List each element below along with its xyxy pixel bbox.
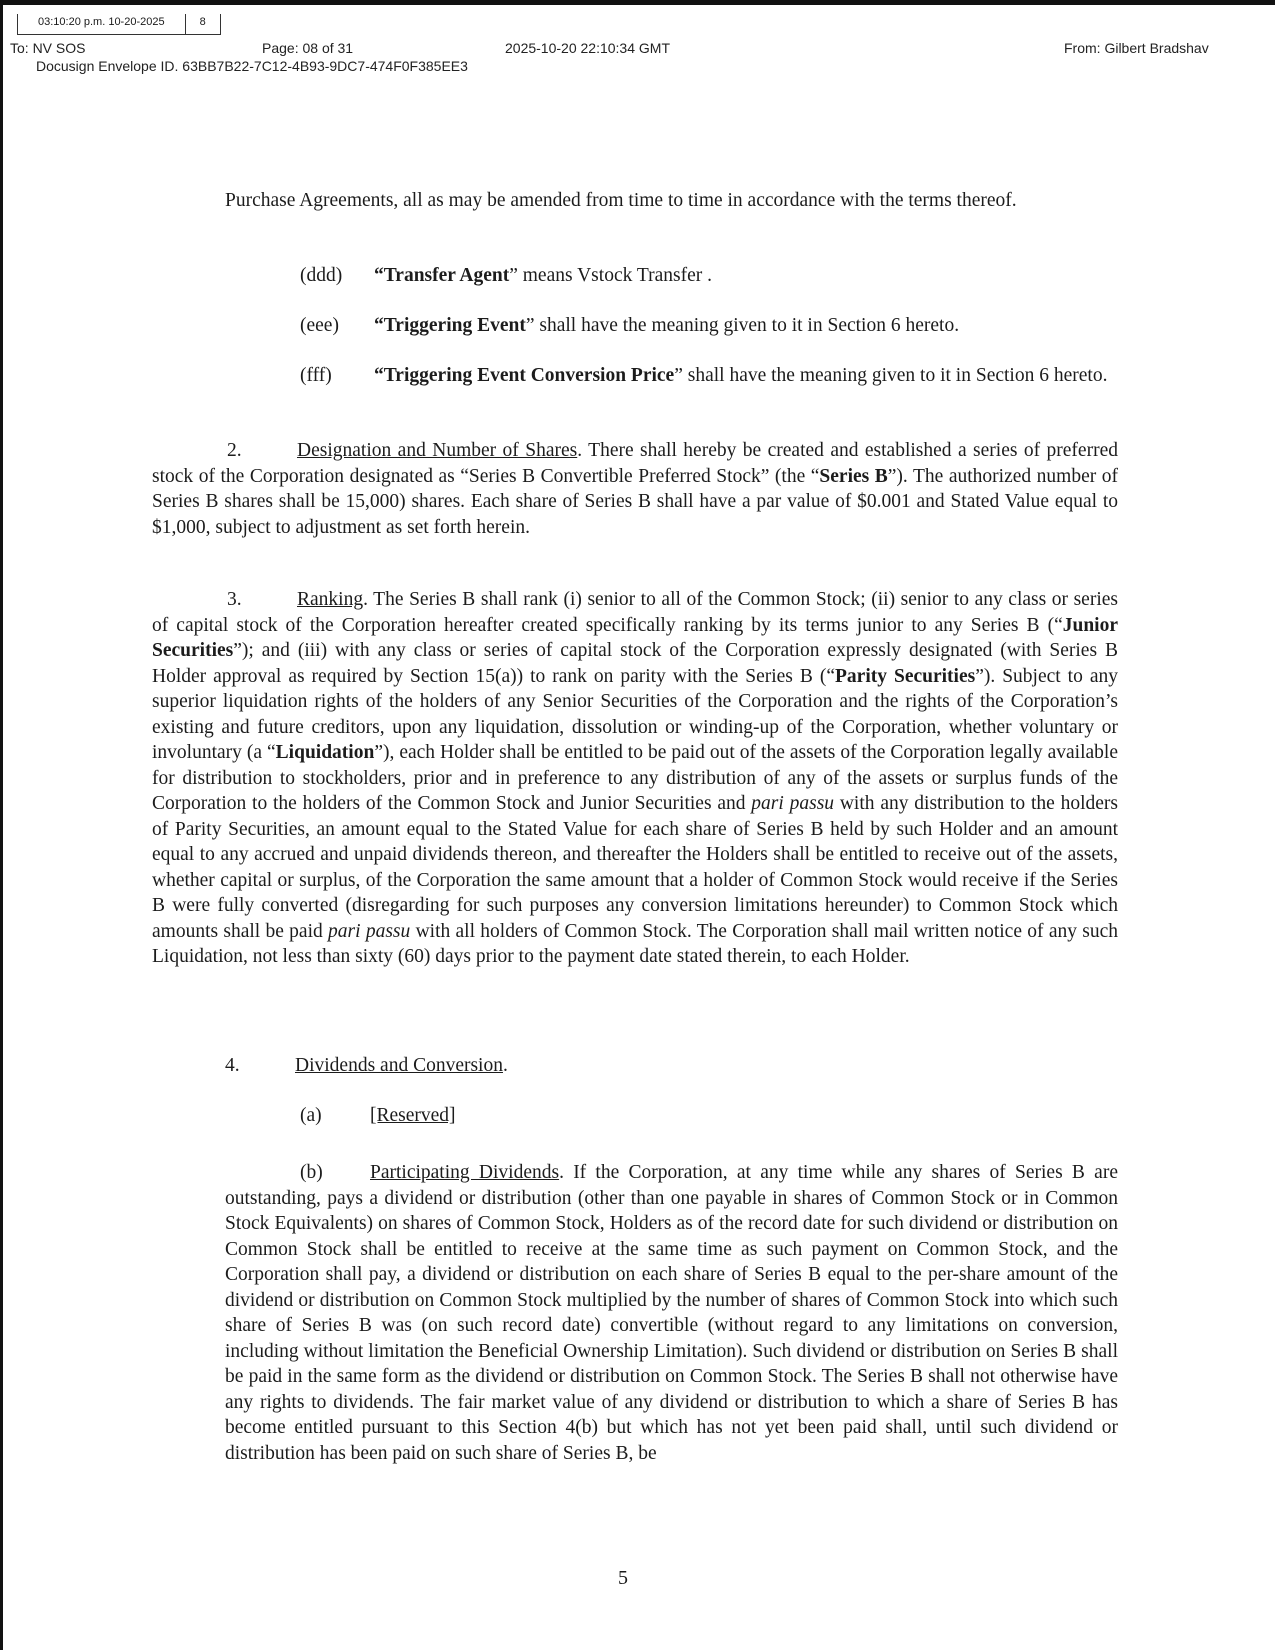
section-text: . The Series B shall rank (i) senior to all of the Common Stock; (ii) senior to any class or series of capital stock of the Corporation hereafter created specifically ranking by its terms junior to any Series B (“ — [152, 589, 1118, 636]
definition-text: shall have the meaning given to it in Section 6 hereto. — [534, 315, 960, 336]
section-text: ”), each Holder shall be entitled to be paid out of the assets of the Corporation legally available for distribution to stockholders, prior and in preference to any distribution of any of the assets or surplus funds of the Corporation to the holders of the Common Stock and Junior Securities and — [152, 742, 1118, 814]
section-text: . If the Corporation, at any time while any shares of Series B are outstanding, pays a dividend or distribution (other than one payable in shares of Common Stock or in Common Stock Equivalents) on shares of Common Stock, Holders as of the record date for such dividend or distribution on Common Stock shall be entitled to receive at the same time as such payment on Common Stock, and the Corporation shall pay, a dividend or distribution on each share of Series B equal to the per-share amount of the dividend or distribution on Common Stock multiplied by the number of shares of Common Stock into which such share of Series B was (on such record date) convertible (without regard to any limitations on conversion, including without limitation the Beneficial Ownership Limitation). Such dividend or distribution on Series B shall be paid in the same form as the dividend or distribution on Common Stock. The Series B shall not otherwise have any rights to dividends. The fair market value of any dividend or distribution to which a share of Series B has become entitled pursuant to this Section 4(b) but which has not yet been paid shall, until such dividend or distribution has been paid on such share of Series B, be — [225, 1162, 1118, 1464]
definition-fff — [225, 363, 1118, 389]
section-number: 4. — [225, 1055, 240, 1076]
definition-eee — [300, 313, 1118, 339]
section-text: with all holders of Common Stock. The Corporation shall mail written notice of any such Liquidation, not less than sixty (60) days prior to the payment date stated therein, to each Holder. — [152, 920, 1119, 967]
section-heading: Ranking — [297, 589, 364, 610]
page-number: 5 — [618, 1567, 628, 1589]
definition-label: (fff) — [300, 365, 332, 386]
fax-page: Page: 08 of 31 — [262, 40, 354, 56]
defined-term: “Transfer Agent — [374, 265, 510, 286]
section-text: ”); and (iii) with any class or series of capital stock of the Corporation expressly designated (with Series B Holder approval as required by Section 15(a)) to rank on parity with the Series B (“ — [152, 640, 1118, 687]
latin-term: pari passu — [751, 793, 835, 814]
latin-term: pari passu — [328, 920, 411, 942]
definition-text: means Vstock Transfer . — [517, 265, 712, 286]
section-text: . — [502, 1055, 508, 1076]
defined-term: “Triggering Event Conversion Price — [374, 365, 675, 386]
section-text: with any distribution to the holders of Parity Securities, an amount equal to the Stated Value for each share of Series B held by such Holder and an amount equal to any accrued and unpaid dividends thereon, and thereafter the Holders shall be entitled to receive out of the assets, whether capital or surplus, of the Corporation the same amount that a holder of Common Stock would receive if the Series B were fully converted (disregarding for such purposes any conversion limitations hereunder) to Common Stock which amounts shall be paid — [152, 793, 1119, 942]
section-number: 2. — [227, 440, 242, 461]
section-heading: Designation and Number of Shares — [297, 440, 578, 461]
fax-page-count: 8 — [185, 14, 220, 34]
section-text: ”). The authorized number of Series B shares shall be 15,000) shares. Each share of Series B shall have a par value of $0.001 and Stated Value equal to $1,000, subject to adjustment as set forth herein. — [152, 465, 1118, 538]
defined-term: Series B — [819, 465, 888, 487]
section-text: ”). Subject to any superior liquidation rights of the holders of any Senior Securities of the Corporation and the rights of the Corporation’s existing and future creditors, upon any liquidation, dissolution or winding-up of the Corporation, whether voluntary or involuntary (a “ — [152, 665, 1118, 763]
defined-term: Liquidation — [275, 742, 375, 763]
subsection-heading: [Reserved] — [370, 1105, 456, 1126]
subsection-label: (a) — [300, 1105, 322, 1126]
quote-close: ” — [525, 315, 535, 336]
definition-label: (ddd) — [300, 265, 343, 286]
section-4-heading — [225, 1053, 1118, 1079]
section-text: . There shall hereby be created and established a series of preferred stock of the Corporation designated as “Series B Convertible Preferred Stock” (the “ — [152, 440, 1118, 487]
definition-text: shall have the meaning given to it in Section 6 hereto. — [682, 365, 1108, 386]
subsection-heading: Participating Dividends — [370, 1162, 560, 1183]
fax-timestamp: 03:10:20 p.m. 10-20-2025 — [38, 16, 165, 28]
defined-term: Parity Securities — [835, 665, 976, 687]
fax-sent-at: 2025-10-20 22:10:34 GMT — [505, 40, 670, 56]
section-4a — [300, 1103, 1118, 1129]
section-4b-paragraph — [225, 1160, 1118, 1466]
subsection-label: (b) — [300, 1162, 323, 1183]
section-3-paragraph — [152, 587, 1118, 970]
quote-close: ” — [674, 365, 683, 386]
section-heading: Dividends and Conversion — [295, 1055, 503, 1076]
section-number: 3. — [227, 589, 242, 610]
definition-ddd — [300, 263, 1118, 289]
definition-label: (eee) — [300, 315, 339, 336]
quote-close: ” — [509, 265, 518, 286]
defined-term: “Triggering Event — [374, 315, 526, 336]
fax-from: From: Gilbert Bradshav — [1064, 40, 1209, 56]
defined-term: Junior Securities — [152, 614, 1118, 661]
docusign-envelope-id: Docusign Envelope ID. 63BB7B22-7C12-4B93-9DC7-474F0F385EE3 — [36, 58, 468, 74]
fax-to: To: NV SOS — [10, 40, 86, 56]
continuation-paragraph: Purchase Agreements, all as may be amended from time to time in accordance with the terms thereof. — [225, 190, 1017, 211]
section-2-paragraph — [152, 438, 1118, 540]
